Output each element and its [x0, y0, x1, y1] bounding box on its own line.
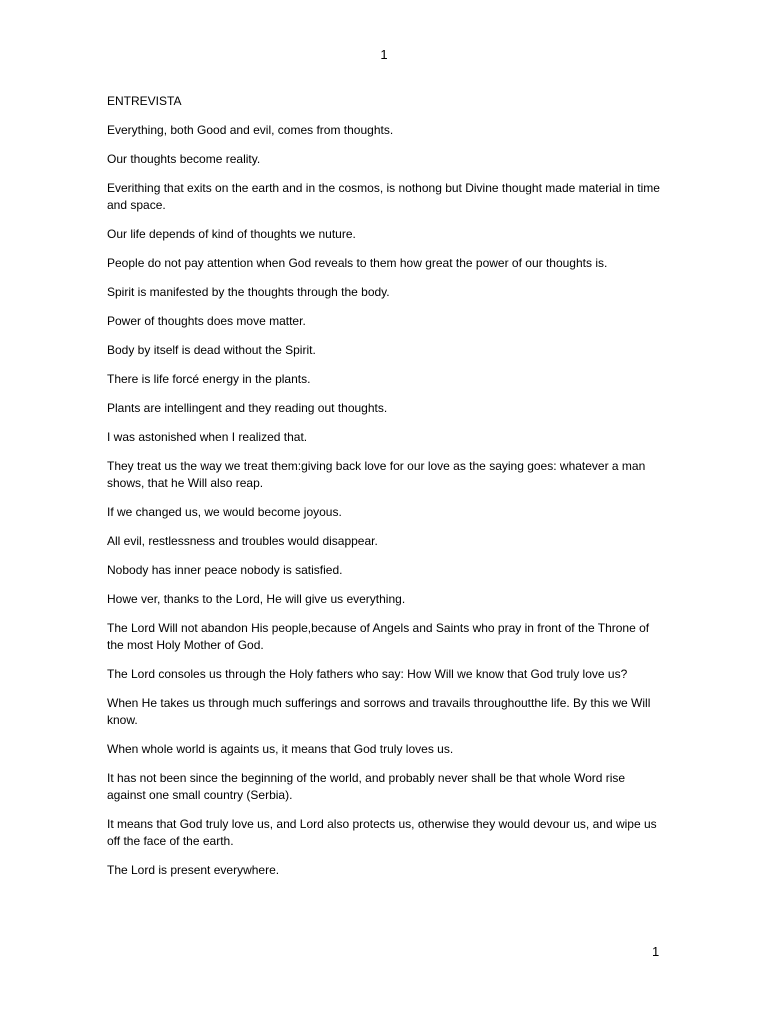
paragraph: There is life forcé energy in the plants. [107, 372, 311, 386]
paragraph: People do not pay attention when God reveals to them how great the power of our thoughts is. [107, 256, 608, 270]
paragraph: Nobody has inner peace nobody is satisfied. [107, 563, 343, 577]
paragraph: The Lord is present everywhere. [107, 863, 280, 877]
paragraph: It means that God truly love us, and Lord also protects us, otherwise they would devour us, and wipe us off the face of the earth. [107, 817, 657, 848]
document-heading: ENTREVISTA [107, 94, 182, 108]
paragraph: Howe ver, thanks to the Lord, He will give us everything. [107, 592, 406, 606]
paragraph: If we changed us, we would become joyous. [107, 505, 342, 519]
paragraph: When He takes us through much sufferings and sorrows and travails throughoutthe life. By this we Will know. [107, 696, 651, 727]
page-number-footer: 1 [652, 944, 660, 959]
paragraph: I was astonished when I realized that. [107, 430, 308, 444]
paragraph: Plants are intellingent and they reading out thoughts. [107, 401, 388, 415]
paragraph: Everithing that exits on the earth and in the cosmos, is nothong but Divine thought made material in time and space. [107, 181, 660, 212]
paragraph: Everything, both Good and evil, comes from thoughts. [107, 123, 394, 137]
paragraph: The Lord consoles us through the Holy fathers who say: How Will we know that God truly love us? [107, 667, 628, 681]
paragraph: All evil, restlessness and troubles would disappear. [107, 534, 378, 548]
paragraph: When whole world is againts us, it means that God truly loves us. [107, 742, 454, 756]
paragraph: Our life depends of kind of thoughts we nuture. [107, 227, 356, 241]
paragraph: They treat us the way we treat them:giving back love for our love as the saying goes: whatever a man shows, that he Will also reap. [107, 459, 646, 490]
paragraph: Power of thoughts does move matter. [107, 314, 306, 328]
paragraph: It has not been since the beginning of the world, and probably never shall be that whole Word rise against one small country (Serbia). [107, 771, 626, 802]
document-body [107, 93, 667, 891]
paragraph: Spirit is manifested by the thoughts through the body. [107, 285, 390, 299]
paragraph: The Lord Will not abandon His people,because of Angels and Saints who pray in front of the Throne of the most Holy Mother of God. [107, 621, 650, 652]
page-number-header: 1 [380, 47, 388, 62]
paragraph: Our thoughts become reality. [107, 152, 261, 166]
paragraph: Body by itself is dead without the Spirit. [107, 343, 316, 357]
